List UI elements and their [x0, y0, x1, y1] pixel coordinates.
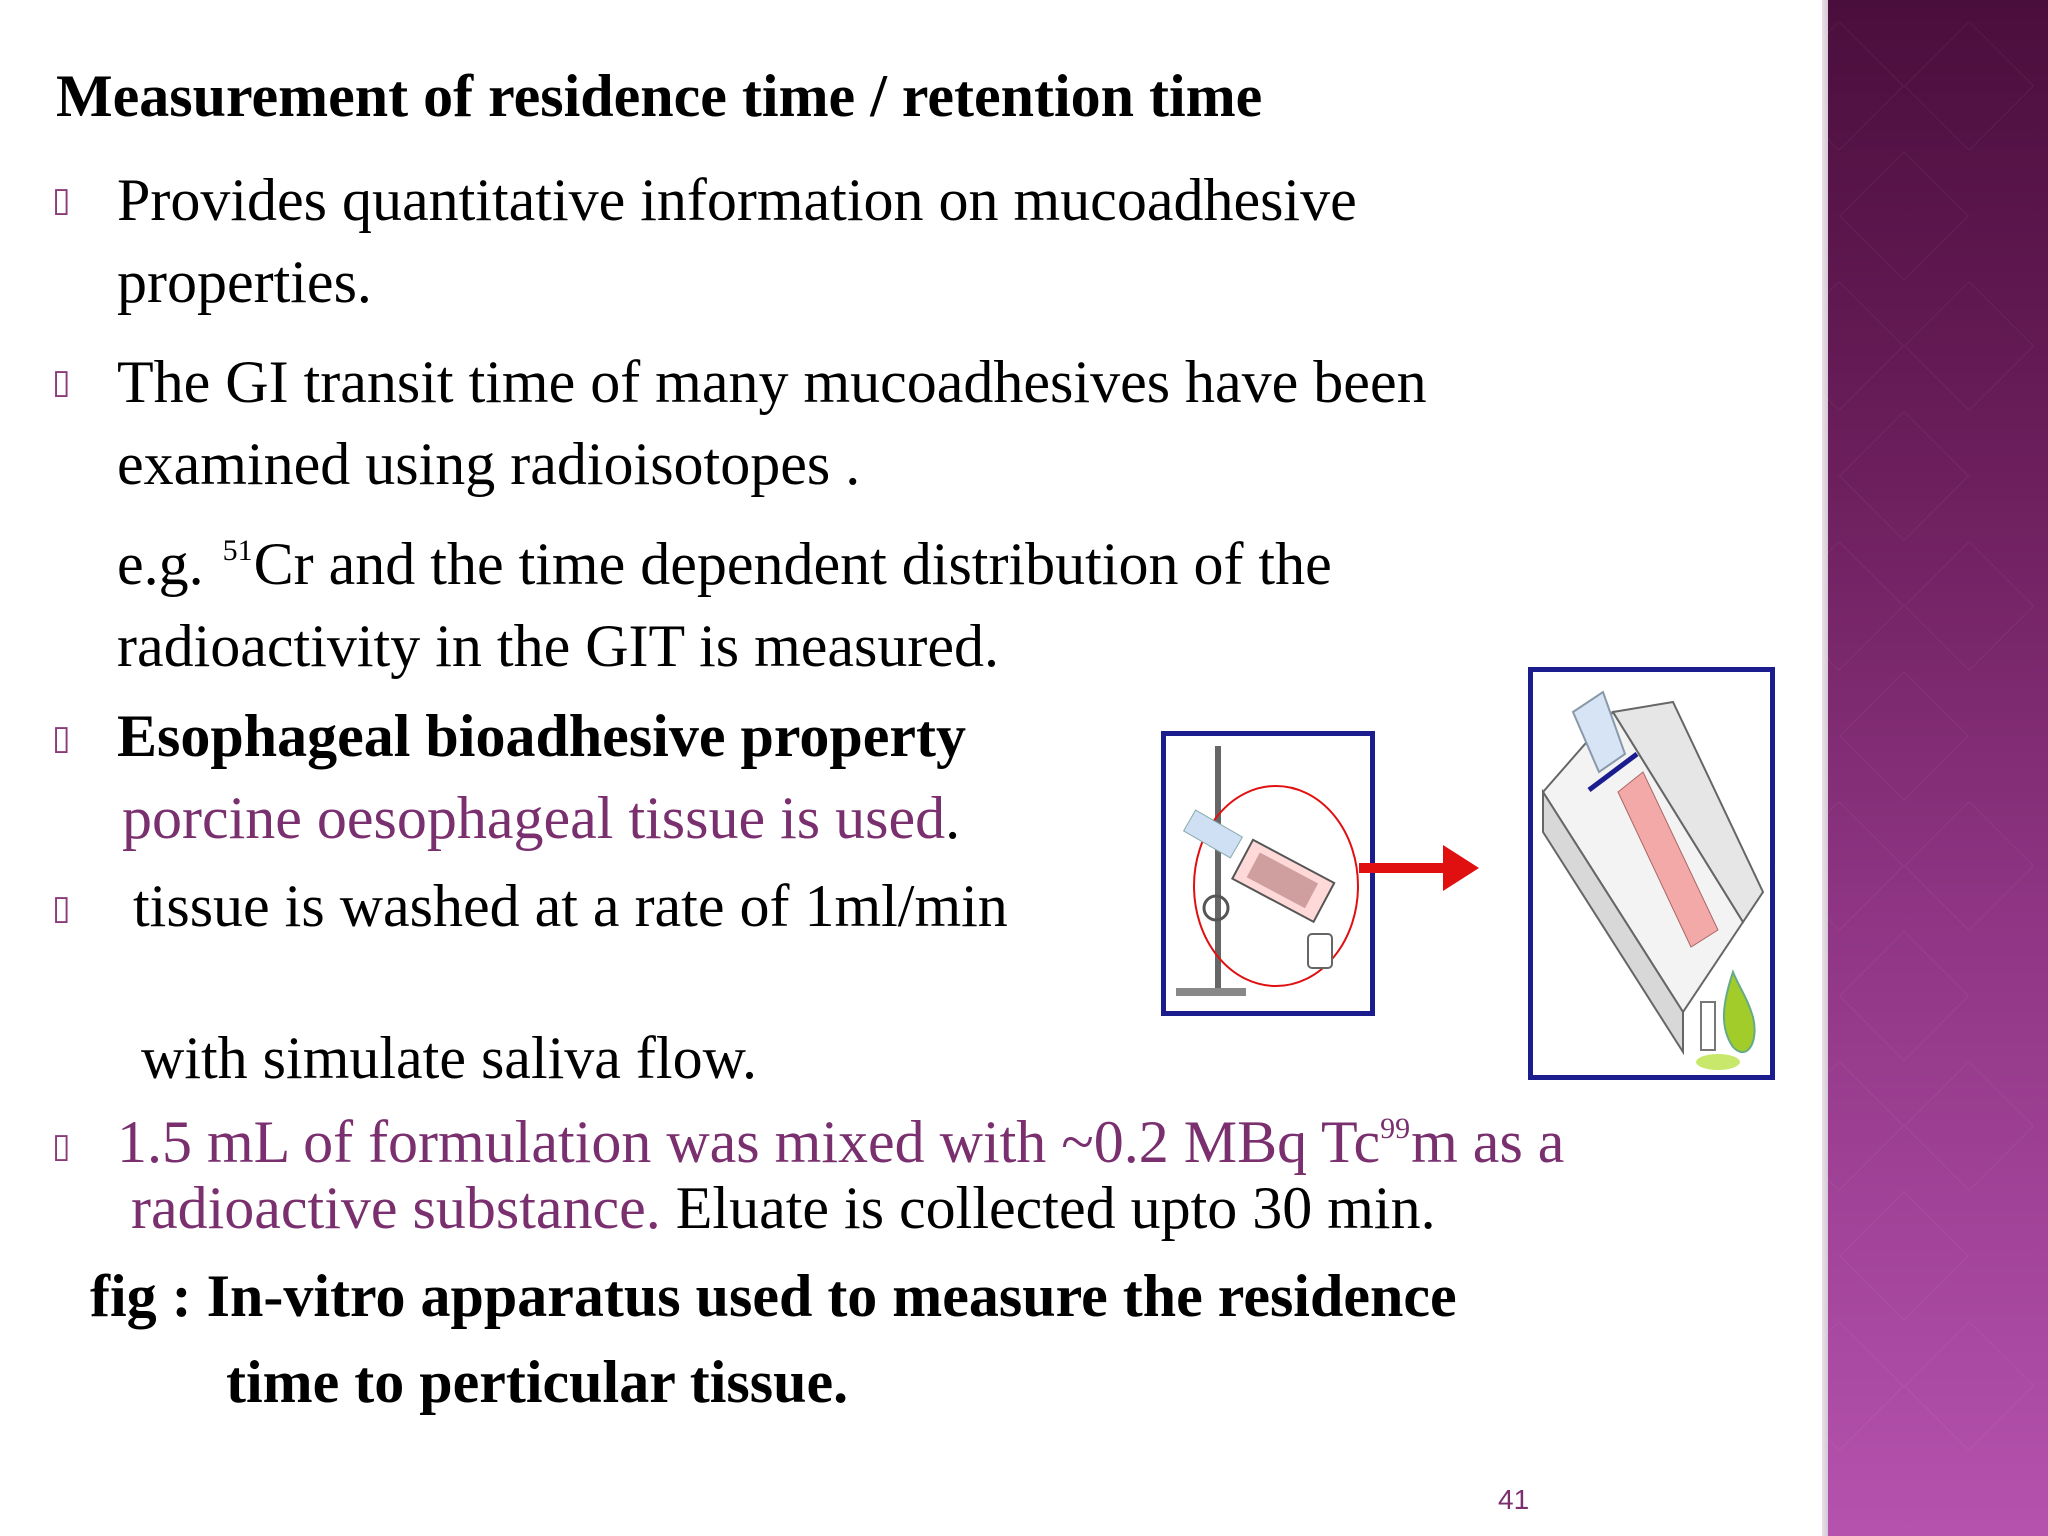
bullet-1-line-1: Provides quantitative information on mucoadhesive [117, 167, 1357, 233]
bullet-4-line-2: with simulate saliva flow. [141, 1025, 757, 1091]
inclined-channel-image [1528, 667, 1775, 1080]
diamond-pattern [1839, 671, 1969, 801]
bullet-marker: ▯ [52, 1126, 71, 1166]
tissue-note-period: . [945, 785, 961, 851]
diamond-pattern [1904, 541, 2034, 671]
diamond-pattern [1904, 21, 2034, 151]
formulation-text-end: m as a [1411, 1109, 1565, 1175]
page-number: 41 [1498, 1484, 1530, 1515]
example-line-2: radioactivity in the GIT is measured. [117, 613, 999, 679]
tissue-note: porcine oesophageal tissue is used [122, 785, 946, 851]
red-arrow-icon [1355, 843, 1483, 893]
bullet-3-heading: Esophageal bioadhesive property [117, 703, 966, 769]
isotope-mass-number: 51 [222, 534, 253, 567]
example-line-1 [117, 530, 1332, 599]
decorative-sidebar [1828, 0, 2048, 1536]
diamond-pattern [1839, 411, 1969, 541]
eluate-note: Eluate is collected upto 30 min. [660, 1175, 1436, 1241]
apparatus-stand-drawing [1166, 736, 1370, 1011]
diamond-pattern [1839, 931, 1969, 1061]
diamond-pattern [1839, 151, 1969, 281]
diamond-pattern [1904, 1061, 2034, 1191]
bullet-marker: ▯ [52, 888, 71, 928]
inclined-channel-drawing [1533, 672, 1770, 1075]
apparatus-stand-image [1161, 731, 1375, 1016]
figure-caption-line-2: time to perticular tissue. [226, 1349, 849, 1415]
bullet-1-line-2: properties. [117, 249, 372, 315]
bullet-marker: ▯ [52, 718, 71, 758]
example-prefix: e.g. [117, 531, 204, 597]
bullet-marker: ▯ [52, 362, 71, 402]
technetium-mass-number: 99 [1380, 1112, 1411, 1145]
radioactive-substance: radioactive substance. [131, 1175, 661, 1241]
bullet-2-line-1: The GI transit time of many mucoadhesives have been [117, 349, 1427, 415]
diamond-pattern [1904, 281, 2034, 411]
diamond-pattern [1904, 801, 2034, 931]
diamond-pattern [1904, 1321, 2034, 1451]
diamond-pattern [1839, 1191, 1969, 1321]
bullet-2-line-2: examined using radioisotopes . [117, 431, 861, 497]
example-text: Cr and the time dependent distribution of the [253, 531, 1332, 597]
bullet-4-line-1: tissue is washed at a rate of 1ml/min [133, 873, 1008, 939]
bullet-3-subline [122, 784, 960, 853]
bullet-5-line-1 [117, 1108, 1564, 1177]
bullet-marker: ▯ [52, 180, 71, 220]
formulation-text: 1.5 mL of formulation was mixed with ~0.2 MBq Tc [117, 1109, 1381, 1175]
figure-caption-line-1: fig : In-vitro apparatus used to measure the residence [90, 1263, 1457, 1329]
slide-title: Measurement of residence time / retention time [56, 63, 1263, 129]
bullet-5-line-2 [131, 1174, 1436, 1243]
